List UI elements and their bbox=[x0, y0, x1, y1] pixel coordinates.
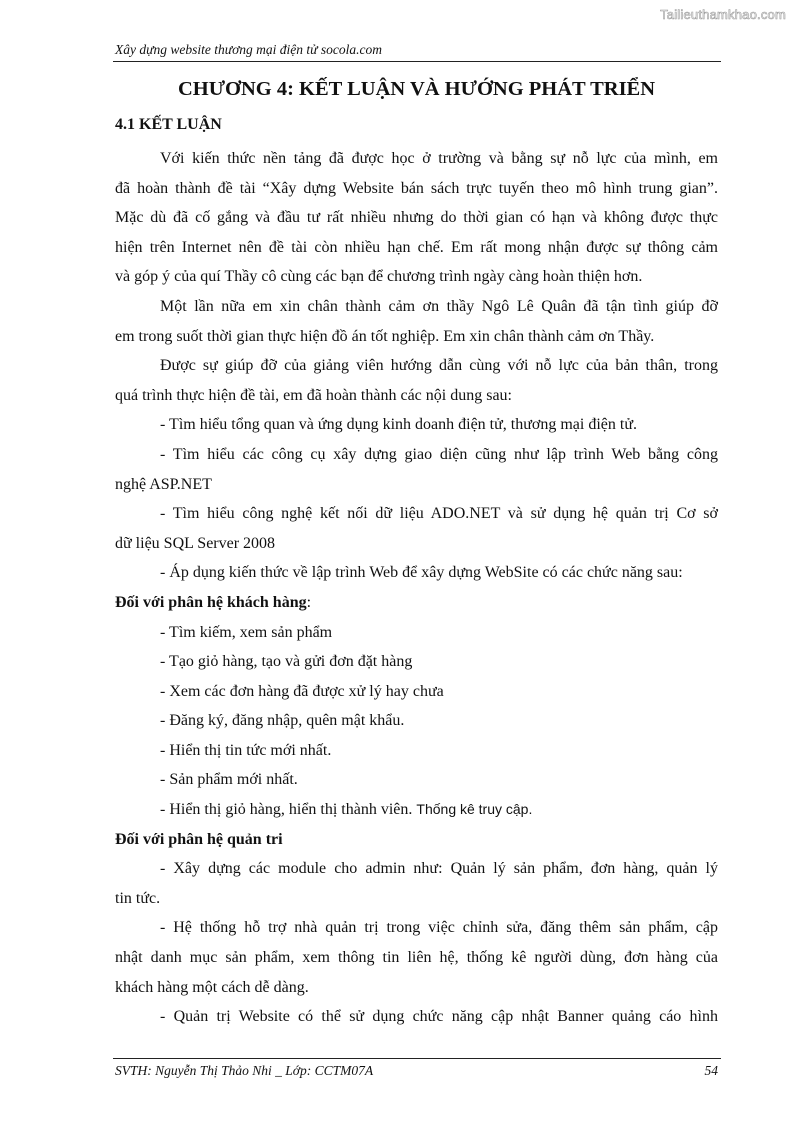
list-item-continuation: nghệ ASP.NET bbox=[115, 475, 212, 493]
paragraph-conclusion bbox=[115, 144, 718, 292]
list-item: - Xây dựng các module cho admin như: Quản lý sản phẩm, đơn hàng, quản lý bbox=[160, 860, 718, 878]
list-item: - Hệ thống hỗ trợ nhà quản trị trong việc chỉnh sửa, đăng thêm sản phẩm, cập bbox=[160, 919, 718, 937]
text-line: Được sự giúp đỡ của giảng viên hướng dẫn cùng với nỗ lực của bản thân, trong bbox=[160, 357, 718, 375]
list-item: - Áp dụng kiến thức về lập trình Web để xây dựng WebSite có các chức năng sau: bbox=[160, 564, 683, 582]
list-item-text-sans: Thống kê truy cập. bbox=[416, 801, 533, 818]
customer-heading-colon: : bbox=[306, 593, 312, 611]
intro-list bbox=[115, 410, 718, 588]
list-item-text: - Hiển thị giỏ hàng, hiển thị thành viên. bbox=[160, 801, 417, 819]
page-number: 54 bbox=[704, 1063, 718, 1078]
list-item: - Xem các đơn hàng đã được xử lý hay chưa bbox=[160, 682, 444, 700]
list-item-continuation: khách hàng một cách dễ dàng. bbox=[115, 978, 309, 996]
admin-heading: Đối với phân hệ quản tri bbox=[115, 830, 283, 848]
watermark-text: Tailieuthamkhao.com bbox=[660, 7, 786, 22]
text-line: quá trình thực hiện đề tài, em đã hoàn thành các nội dung sau: bbox=[115, 386, 512, 404]
section-title: 4.1 KẾT LUẬN bbox=[115, 116, 222, 133]
page-body bbox=[115, 72, 718, 1032]
list-item: - Tìm hiểu công nghệ kết nối dữ liệu ADO.NET và sử dụng hệ quản trị Cơ sở bbox=[160, 505, 718, 523]
list-item: - Đăng ký, đăng nhập, quên mật khẩu. bbox=[160, 712, 405, 730]
list-item: - Quản trị Website có thể sử dụng chức năng cập nhật Banner quảng cáo hình bbox=[160, 1008, 718, 1026]
running-header: Xây dựng website thương mại điện tử socola.com bbox=[115, 42, 383, 57]
customer-heading bbox=[115, 588, 718, 618]
footer-divider bbox=[113, 1058, 721, 1059]
paragraph-thanks bbox=[115, 292, 718, 351]
chapter-title: CHƯƠNG 4: KẾT LUẬN VÀ HƯỚNG PHÁT TRIỂN bbox=[177, 78, 656, 100]
admin-section bbox=[115, 825, 718, 1032]
footer-author: SVTH: Nguyễn Thị Thảo Nhi _ Lớp: CCTM07A bbox=[115, 1063, 374, 1078]
list-item-continuation: nhật danh mục sản phẩm, xem thông tin liên hệ, thống kê người dùng, đơn hàng của bbox=[115, 949, 718, 967]
text-line: hiện trên Internet nên đề tài còn nhiều hạn chế. Em rất mong nhận được sự thông cảm bbox=[115, 238, 718, 256]
text-line: Với kiến thức nền tảng đã được học ở trường và bằng sự nỗ lực của mình, em bbox=[160, 150, 718, 167]
text-line: Mặc dù đã cố gắng và đầu tư rất nhiều nhưng do thời gian có hạn và không được thực bbox=[115, 209, 718, 227]
text-line: Một lần nữa em xin chân thành cảm ơn thầy Ngô Lê Quân đã tận tình giúp đỡ bbox=[160, 297, 718, 315]
list-item: - Hiển thị tin tức mới nhất. bbox=[160, 741, 332, 759]
paragraph-achievements bbox=[115, 351, 718, 410]
text-line: và góp ý của quí Thầy cô cùng các bạn để chương trình ngày càng hoàn thiện hơn. bbox=[115, 268, 643, 286]
customer-heading-text: Đối với phân hệ khách hàng bbox=[115, 593, 307, 611]
list-item: - Tìm hiểu các công cụ xây dựng giao diện cũng như lập trình Web bằng công bbox=[160, 445, 718, 463]
text-line: em trong suốt thời gian thực hiện đồ án tốt nghiệp. Em xin chân thành cảm ơn Thầy. bbox=[115, 327, 655, 345]
list-item-continuation: tin tức. bbox=[115, 889, 161, 907]
customer-section bbox=[115, 588, 718, 825]
list-item: - Sản phẩm mới nhất. bbox=[160, 771, 298, 789]
list-item: - Tìm hiểu tổng quan và ứng dụng kinh doanh điện tử, thương mại điện tử. bbox=[160, 416, 638, 434]
text-line: đã hoàn thành đề tài “Xây dựng Website bán sách trực tuyến theo mô hình trung gian”. bbox=[115, 179, 718, 197]
list-item-continuation: dữ liệu SQL Server 2008 bbox=[115, 534, 276, 552]
list-item: - Tạo giỏ hàng, tạo và gửi đơn đặt hàng bbox=[160, 653, 413, 671]
list-item: - Tìm kiếm, xem sản phẩm bbox=[160, 623, 333, 641]
header-divider bbox=[113, 61, 721, 62]
list-item bbox=[115, 795, 718, 825]
